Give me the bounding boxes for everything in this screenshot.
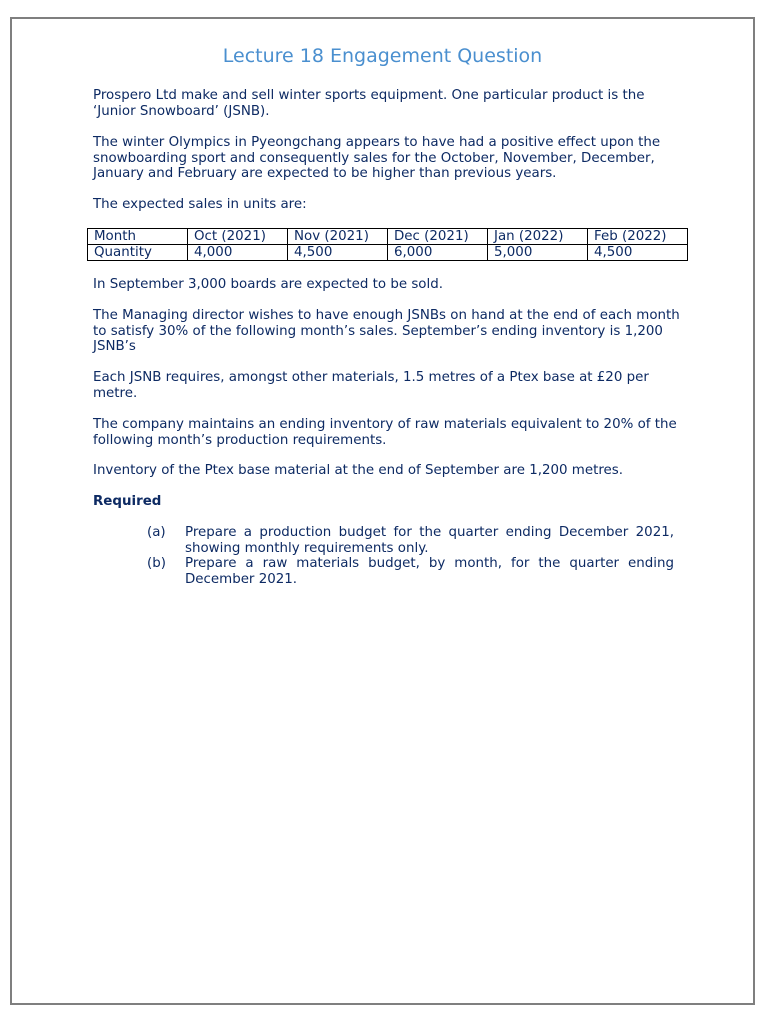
item-text: Prepare a raw materials budget, by month, for the quarter ending December 2021. [185, 556, 674, 587]
director-paragraph: The Managing director wishes to have enough JSNBs on hand at the end of each month to satisfy 30% of the following month’s sales. September’s ending inventory is 1,200 JSNB’s [93, 308, 680, 354]
expected-sales-paragraph: The expected sales in units are: [93, 197, 307, 212]
materials-paragraph: Each JSNB requires, amongst other materials, 1.5 metres of a Ptex base at £20 per metre. [93, 370, 649, 401]
table-cell: Nov (2021) [288, 229, 388, 245]
table-cell: 6,000 [388, 245, 488, 261]
table-cell: Month [88, 229, 188, 245]
september-paragraph: In September 3,000 boards are expected to be sold. [93, 277, 443, 292]
table-cell: Dec (2021) [388, 229, 488, 245]
item-label: (b) [147, 556, 166, 571]
table-cell: 4,500 [588, 245, 688, 261]
table-cell: Quantity [88, 245, 188, 261]
table-cell: Jan (2022) [488, 229, 588, 245]
table-cell: Feb (2022) [588, 229, 688, 245]
document-page [10, 17, 755, 1005]
table-cell: Oct (2021) [188, 229, 288, 245]
table-cell: 4,500 [288, 245, 388, 261]
table-row-month [88, 229, 688, 245]
page-title: Lecture 18 Engagement Question [222, 45, 543, 67]
ptex-inventory-paragraph: Inventory of the Ptex base material at the end of September are 1,200 metres. [93, 463, 624, 478]
intro-paragraph: Prospero Ltd make and sell winter sports equipment. One particular product is the ‘Junior Snowboard’ (JSNB). [93, 88, 645, 119]
sales-table [87, 228, 688, 261]
required-heading: Required [93, 494, 162, 509]
olympics-paragraph: The winter Olympics in Pyeongchang appears to have had a positive effect upon the snowboarding sport and consequently sales for the October, November, December, January and February are expected to be higher than previous years. [93, 135, 661, 181]
table-cell: 4,000 [188, 245, 288, 261]
item-text: Prepare a production budget for the quarter ending December 2021, showing monthly requirements only. [185, 525, 674, 556]
item-label: (a) [147, 525, 166, 540]
raw-inventory-paragraph: The company maintains an ending inventory of raw materials equivalent to 20% of the following month’s production requirements. [93, 417, 677, 448]
table-row-quantity [88, 245, 688, 261]
table-cell: 5,000 [488, 245, 588, 261]
